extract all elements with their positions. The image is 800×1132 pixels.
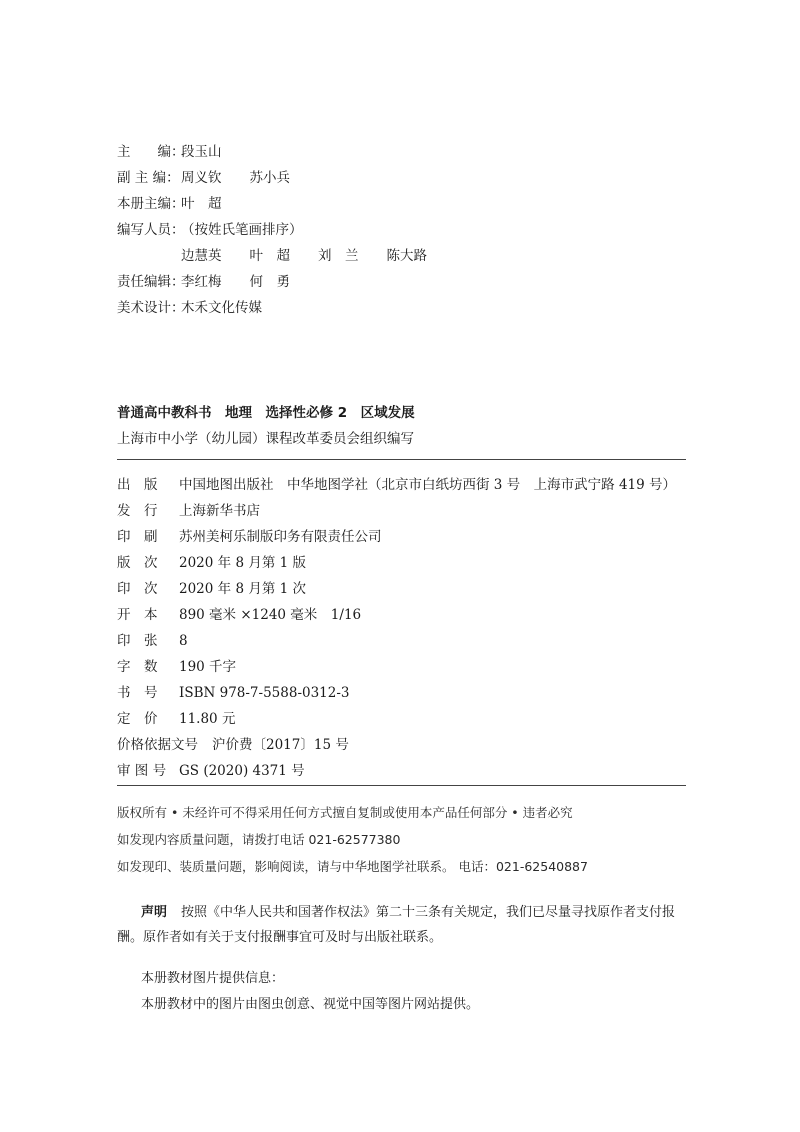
writer-name: 刘 兰 <box>318 248 359 264</box>
pub-row <box>117 525 382 545</box>
volume-editor-label: 本册主编： <box>117 196 185 212</box>
pub-label: 版 次 <box>117 555 158 571</box>
pub-row <box>117 681 350 701</box>
pub-row <box>117 499 260 519</box>
deputy-editor-label: 副 主 编： <box>117 170 180 186</box>
pub-row <box>117 733 349 753</box>
art-design-label: 美术设计： <box>117 300 185 316</box>
art-design-row <box>117 296 290 316</box>
pub-value: ISBN 978-7-5588-0312-3 <box>179 685 350 701</box>
pub-label: 定 价 <box>117 711 158 727</box>
pub-row <box>117 551 306 571</box>
pub-row <box>117 629 188 649</box>
responsible-editor-name: 李红梅 <box>181 274 222 290</box>
pub-value: 沪价费〔2017〕15 号 <box>212 737 349 753</box>
content-issue-notice: 如发现内容质量问题，请拨打电话 021-62577380 <box>117 832 401 847</box>
pub-label: 印 次 <box>117 581 158 597</box>
declaration <box>117 900 692 950</box>
writers-label: 编写人员： <box>117 222 185 238</box>
pub-label: 出 版 <box>117 477 158 493</box>
pub-label: 印 刷 <box>117 529 158 545</box>
image-info-title: 本册教材图片提供信息： <box>141 971 285 986</box>
writers-names-row <box>181 244 455 264</box>
pub-value: 190 千字 <box>179 659 237 675</box>
pub-row <box>117 759 305 779</box>
pub-value: 11.80 元 <box>179 711 236 727</box>
pub-value: 2020 年 8 月第 1 版 <box>179 555 306 571</box>
volume-editor-row <box>117 192 250 212</box>
declaration-text: 按照《中华人民共和国著作权法》第二十三条有关规定，我们已尽量寻找原作者支付报酬。原作者如有关于支付报酬事宜可及时与出版社联系。 <box>117 905 676 945</box>
image-info-text: 本册教材中的图片由图虫创意、视觉中国等图片网站提供。 <box>141 997 480 1012</box>
pub-value: 8 <box>179 633 188 649</box>
writers-note: （按姓氏笔画排序） <box>181 222 303 238</box>
pub-label: 字 数 <box>117 659 158 675</box>
responsible-editor-name: 何 勇 <box>249 274 290 290</box>
pub-label: 开 本 <box>117 607 158 623</box>
pub-label: 发 行 <box>117 503 158 519</box>
art-design-name: 木禾文化传媒 <box>181 300 262 316</box>
pub-row <box>117 577 306 597</box>
image-info <box>141 966 479 1018</box>
pub-label: 价格依据文号 <box>117 737 198 753</box>
chief-editor-row <box>117 140 250 160</box>
book-compiler: 上海市中小学（幼儿园）课程改革委员会组织编写 <box>117 431 414 447</box>
divider-top <box>117 459 686 460</box>
deputy-editor-row <box>117 166 318 186</box>
declaration-head: 声明 <box>141 905 168 920</box>
responsible-editor-label: 责任编辑： <box>117 274 185 290</box>
pub-value: 上海新华书店 <box>179 503 260 519</box>
pub-row <box>117 655 236 675</box>
deputy-editor-name: 苏小兵 <box>249 170 290 186</box>
writer-name: 陈大路 <box>386 248 427 264</box>
responsible-editor-row <box>117 270 318 290</box>
chief-editor-label: 主 编： <box>117 144 185 160</box>
pub-value: 中国地图出版社 中华地图学社（北京市白纸坊西街 3 号 上海市武宁路 419 号） <box>179 477 677 493</box>
pub-row <box>117 707 235 727</box>
writers-row <box>117 218 331 238</box>
pub-label: 印 张 <box>117 633 158 649</box>
pub-value: 2020 年 8 月第 1 次 <box>179 581 306 597</box>
pub-value: 890 毫米 ×1240 毫米 1/16 <box>179 607 362 623</box>
copyright-notice: 版权所有 • 未经许可不得采用任何方式擅自复制或使用本产品任何部分 • 违者必究 <box>117 805 573 820</box>
writer-name: 叶 超 <box>249 248 290 264</box>
pub-row <box>117 473 676 493</box>
print-issue-notice: 如发现印、装质量问题，影响阅读，请与中华地图学社联系。 电话：021-62540887 <box>117 859 588 874</box>
pub-label: 审 图 号 <box>117 763 167 779</box>
pub-value: GS (2020) 4371 号 <box>179 763 305 779</box>
divider-bottom <box>117 785 686 786</box>
chief-editor-name: 段玉山 <box>181 144 222 160</box>
book-title: 普通高中教科书 地理 选择性必修 2 区域发展 <box>117 405 415 421</box>
writer-name: 边慧英 <box>181 248 222 264</box>
pub-row <box>117 603 361 623</box>
volume-editor-name: 叶 超 <box>181 196 222 212</box>
deputy-editor-name: 周义钦 <box>181 170 222 186</box>
pub-label: 书 号 <box>117 685 158 701</box>
pub-value: 苏州美柯乐制版印务有限责任公司 <box>179 529 382 545</box>
